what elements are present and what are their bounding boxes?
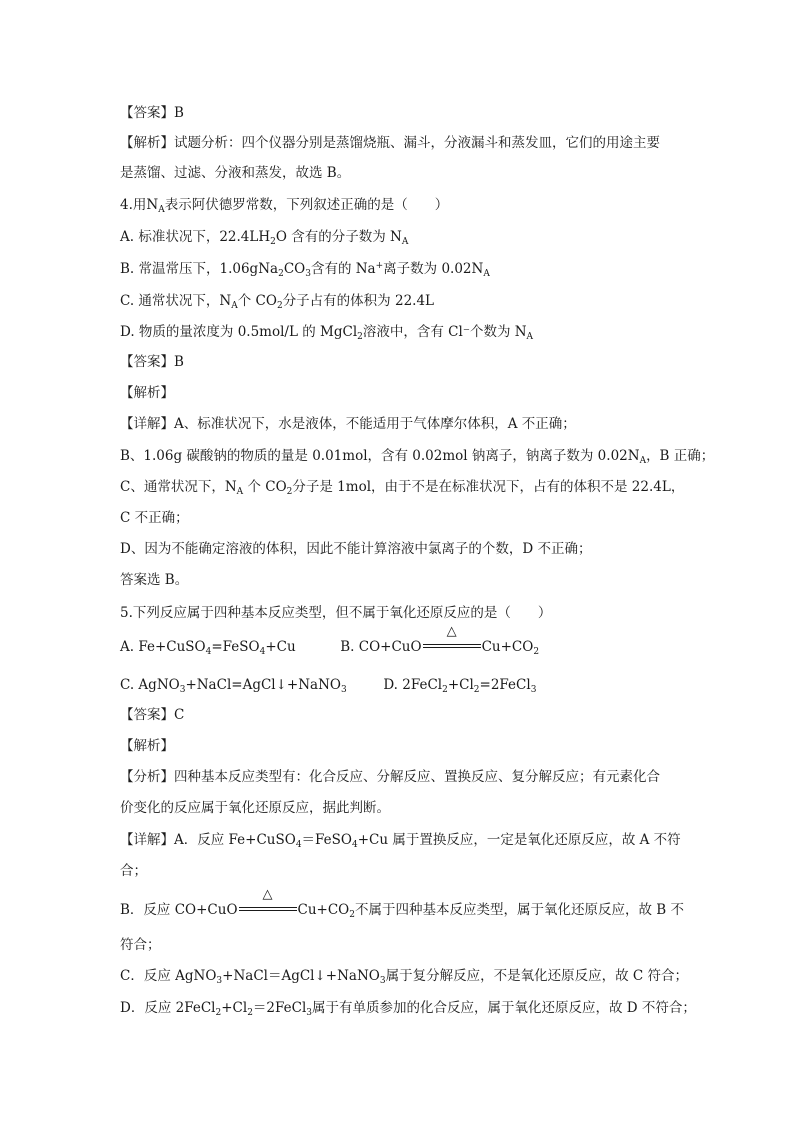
option-a: A. 标准状况下，$22.4LH_2O$ 含有的分子数为 $N_A$: [120, 229, 409, 247]
analysis-line: 是蒸馏、过滤、分液和蒸发，故选 B。: [120, 165, 351, 181]
analysis-line: 【解析】: [120, 385, 174, 401]
detail-line: 符合；: [120, 937, 161, 953]
option-c: C. 通常状况下，$N_A$个 $CO_2$分子占有的体积为 22.4L: [120, 293, 435, 311]
analysis-line: 【解析】: [120, 738, 174, 754]
heat-arrow: [239, 887, 297, 916]
delta-icon: △: [262, 887, 273, 902]
detail-line: B、1.06g 碳酸钠的物质的量是 0.01mol，含有 0.02mol 钠离子，钠离子数为 $0.02N_A$，B 正确；: [120, 448, 715, 466]
detail-line: C 不正确；: [120, 510, 189, 526]
analysis-line: 【解析】试题分析：四个仪器分别是蒸馏烧瓶、漏斗，分液漏斗和蒸发皿，它们的用途主要: [120, 135, 660, 151]
answer-line: 【答案】C: [120, 707, 185, 723]
detail-line: D、因为不能确定溶液的体积，因此不能计算溶液中氯离子的个数，D 不正确；: [120, 541, 592, 557]
detail-line: 【详解】A．反应 Fe+CuSO$_4$＝FeSO$_4$+Cu 属于置换反应，一定是氧化还原反应，故 A 不符: [120, 832, 681, 850]
detail-line: D．反应 $2FeCl_2+Cl_2=2FeCl_3$属于有单质参加的化合反应，属于氧化还原反应，故 D 不符合；: [120, 1000, 696, 1018]
fenxi-line: 价变化的反应属于氧化还原反应，据此判断。: [120, 800, 390, 816]
question-stem: 4.用$N_A$表示阿伏德罗常数，下列叙述正确的是（ ）: [120, 197, 449, 215]
detail-line: C．反应 AgNO$_3$+NaCl＝AgCl↓+NaNO$_3$属于复分解反应，不是氧化还原反应，故 C 符合；: [120, 968, 689, 986]
detail-line: 合；: [120, 863, 147, 879]
delta-icon: △: [446, 624, 457, 639]
options-cd: C. AgNO$_3$+NaCl=AgCl↓+NaNO$_3$ D. $2FeCl_2+Cl_2=2FeCl_3$: [120, 677, 537, 695]
conclusion-line: 答案选 B。: [120, 572, 189, 588]
answer-line: 【答案】B: [120, 354, 184, 370]
question-stem: 5.下列反应属于四种基本反应类型，但不属于氧化还原反应的是（ ）: [120, 605, 552, 621]
fenxi-line: 【分析】四种基本反应类型有：化合反应、分解反应、置换反应、复分解反应；有元素化合: [120, 769, 660, 785]
options-ab: A. Fe+CuSO$_4$=FeSO$_4$+Cu B. CO+CuO △ $Cu+CO_2$: [120, 624, 540, 657]
detail-line: B．反应 CO+CuO △ $Cu+CO_2$不属于四种基本反应类型，属于氧化还原反应，故 B 不: [120, 887, 684, 920]
option-d: D. 物质的量浓度为 0.5mol/L 的 MgCl$_2$溶液中，含有 Cl⁻个数为 $N_A$: [120, 324, 534, 342]
detail-line: 【详解】A、标准状况下，水是液体，不能适用于气体摩尔体积，A 不正确；: [120, 416, 576, 432]
detail-line: C、通常状况下，$N_A$ 个 $CO_2$分子是 1mol，由于不是在标准状况下，占有的体积不是 22.4L，: [120, 479, 685, 497]
heat-arrow: [423, 624, 481, 653]
answer-line: 【答案】B: [120, 105, 184, 121]
option-b: B. 常温常压下，$1.06gNa_2CO_3$含有的 Na+离子数为 $0.02N_A$: [120, 261, 490, 279]
